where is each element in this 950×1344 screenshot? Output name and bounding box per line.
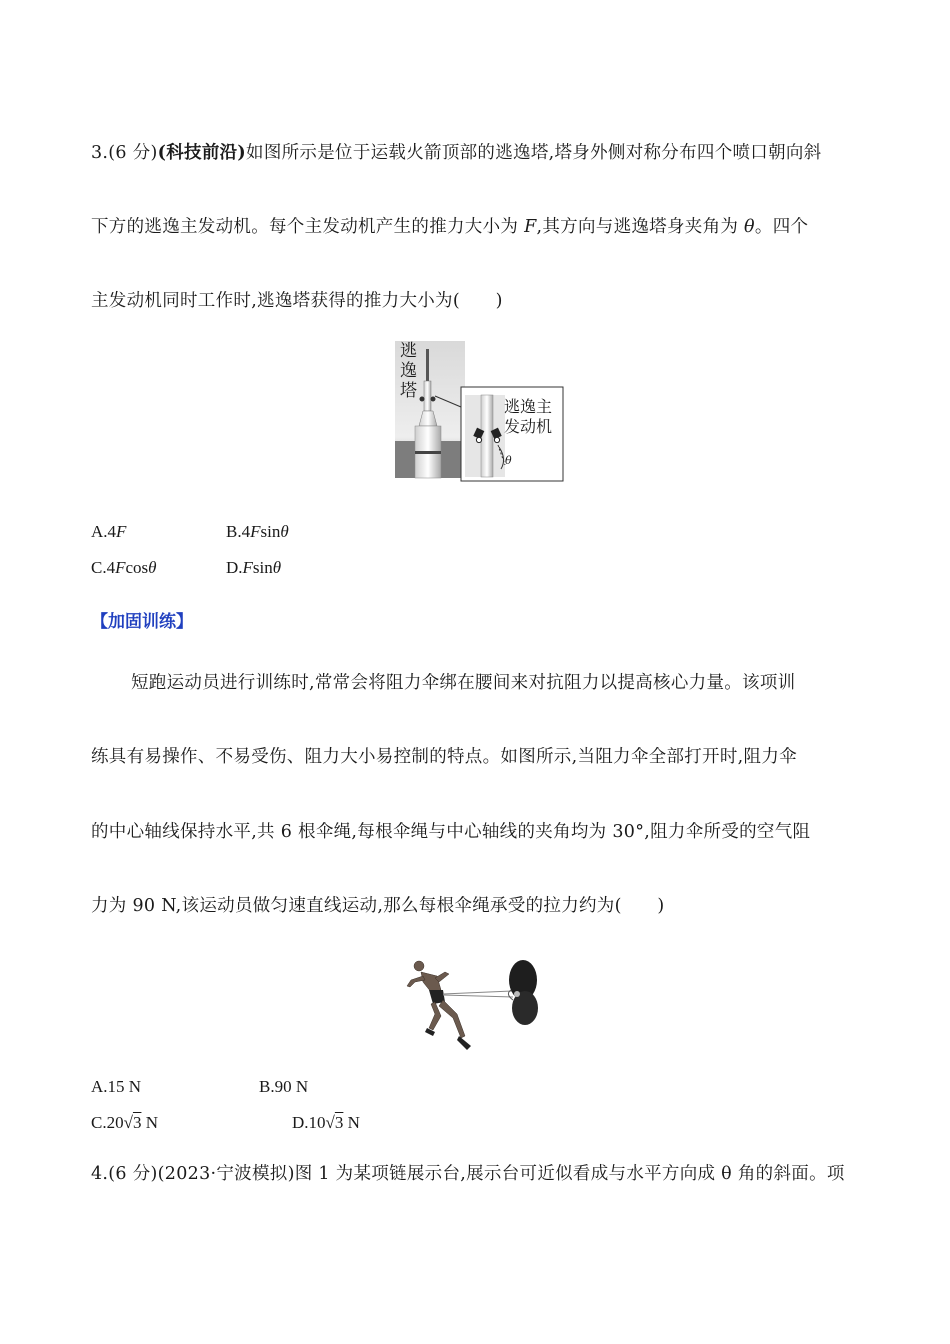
drill-option-a[interactable]: A.15 N: [91, 1077, 142, 1096]
option-d-theta: θ: [272, 558, 282, 577]
q4-line-1: 4.(6 分)(2023·宁波模拟)图 1 为某项链展示台,展示台可近似看成与水平方向成 θ 角的斜面。项: [91, 1164, 845, 1184]
option-c-radicand: 3: [132, 1113, 142, 1132]
angle-label: θ: [505, 454, 512, 467]
drill-line-4: 力为 90 N,该运动员做匀速直线运动,那么每根伞绳承受的拉力约为( ): [91, 896, 665, 916]
option-c-theta: θ: [148, 558, 157, 577]
tower-label-char: 逸: [400, 361, 417, 381]
option-d-func: sin: [252, 558, 273, 577]
option-b-prefix: B.4: [226, 522, 251, 541]
option-a-prefix: A.4: [91, 522, 117, 541]
q3-option-c[interactable]: [91, 558, 157, 578]
q3-line1-text: 如图所示是位于运载火箭顶部的逃逸塔,塔身外侧对称分布四个喷口朝向斜: [246, 143, 822, 163]
tower-label: [400, 341, 420, 401]
option-c-coef: C.20: [91, 1113, 124, 1132]
engine-label-line: 发动机: [504, 417, 553, 436]
tower-label-char: 塔: [400, 381, 417, 401]
option-a-F: F: [116, 522, 127, 541]
q3-var-theta: θ: [744, 217, 755, 237]
option-b-theta: θ: [280, 522, 289, 541]
q3-line2-a: 下方的逃逸主发动机。每个主发动机产生的推力大小为: [91, 217, 525, 237]
sqrt-sign-icon: √: [325, 1113, 335, 1132]
option-c-F: F: [115, 558, 126, 577]
drill-line-1: 短跑运动员进行训练时,常常会将阻力伞绑在腰间来对抗阻力以提高核心力量。该项训: [131, 673, 796, 693]
q3-var-F: F: [524, 217, 537, 237]
drill-option-c[interactable]: [91, 1113, 158, 1133]
q3-option-b[interactable]: [226, 522, 289, 542]
q3-number: 3.(6 分): [91, 143, 158, 163]
tower-label-char: 逃: [400, 341, 417, 361]
option-b-func: sin: [260, 522, 281, 541]
option-d-F: F: [242, 558, 253, 577]
q3-line-3: 主发动机同时工作时,逃逸塔获得的推力大小为( ): [91, 291, 503, 311]
runner-parachute-figure: [405, 950, 547, 1055]
option-c-func: cos: [125, 558, 149, 577]
option-d-radicand: 3: [334, 1113, 344, 1132]
q3-option-d[interactable]: [226, 558, 281, 578]
q3-tag: (科技前沿): [157, 143, 247, 163]
q3-line2-b: ,其方向与逃逸塔身夹角为: [536, 217, 745, 237]
q3-option-a[interactable]: [91, 522, 126, 542]
drill-option-d[interactable]: [292, 1113, 360, 1133]
option-c-prefix: C.4: [91, 558, 116, 577]
drill-option-b[interactable]: B.90 N: [259, 1077, 309, 1096]
q3-line-1: [91, 139, 861, 164]
option-b-F: F: [250, 522, 261, 541]
engine-label-line: 逃逸主: [504, 397, 553, 416]
drill-line-2: 练具有易操作、不易受伤、阻力大小易控制的特点。如图所示,当阻力伞全部打开时,阻力伞: [91, 747, 797, 767]
runner-parachute-illustration: [405, 950, 547, 1055]
section-title: 【加固训练】: [91, 612, 193, 632]
q3-line2-c: 。四个: [754, 217, 809, 237]
option-c-unit: N: [141, 1113, 158, 1132]
drill-line-3: 的中心轴线保持水平,共 6 根伞绳,每根伞绳与中心轴线的夹角均为 30°,阻力伞所受的空气阻: [91, 822, 811, 842]
option-d-coef: D.10: [292, 1113, 326, 1132]
option-d-unit: N: [343, 1113, 360, 1132]
option-d-prefix: D.: [226, 558, 243, 577]
sqrt-sign-icon: √: [123, 1113, 133, 1132]
escape-tower-figure: [395, 341, 565, 484]
q3-line-2: [91, 213, 861, 238]
engine-label: [504, 397, 552, 437]
